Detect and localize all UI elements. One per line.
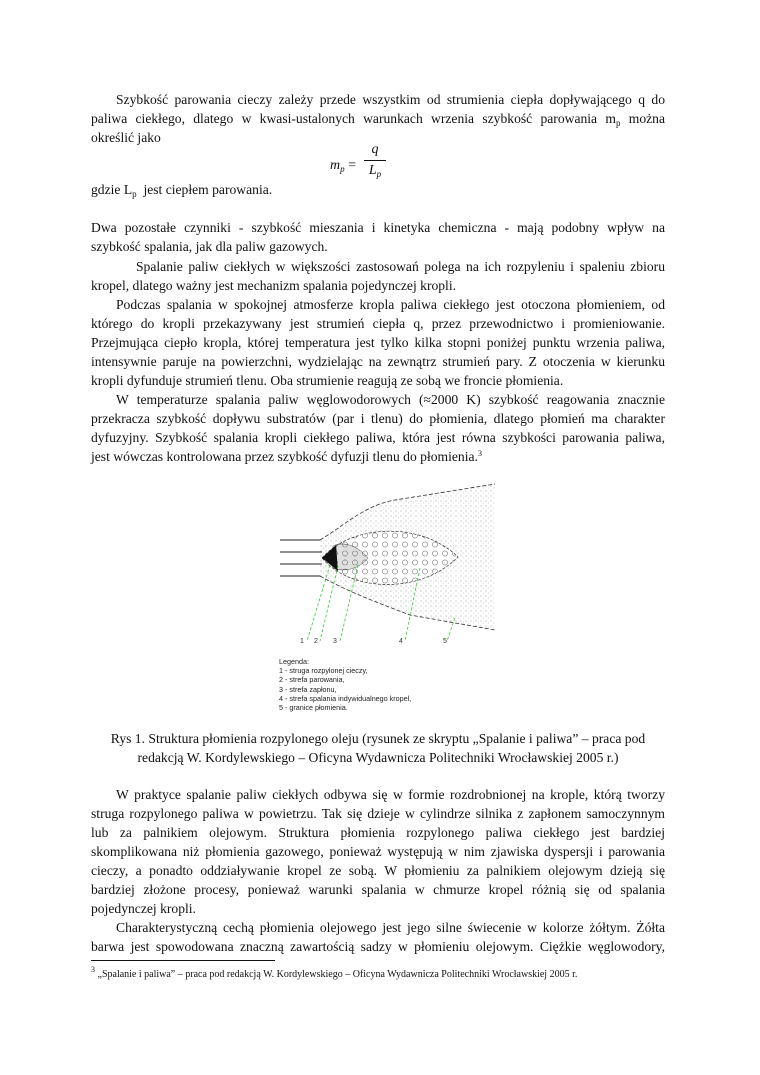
subscript: p [615, 118, 621, 128]
formula-denominator-sub: p [376, 169, 382, 179]
figure-label: 3 [333, 638, 337, 645]
formula-lhs-sub: p [340, 164, 345, 174]
text-line: lub za palnikiem olejowym. Struktura płomienia rozpylonego paliwa ciekłego jest bardziej [91, 825, 665, 840]
text-line: W temperaturze spalania paliw węglowodorowych (≈2000 K) szybkość reagowania znacznie [116, 392, 665, 407]
text-line: barwa jest spowodowana znaczną zawartością sadzy w płomieniu olejowym. Ciężkie węglowodory, [91, 939, 665, 954]
text-line: kropel, dlatego ważny jest mechanizm spalania pojedynczej kropli. [91, 278, 457, 293]
figure-caption: redakcją W. Kordylewskiego – Oficyna Wydawnicza Politechniki Wrocławskiej 2005 r.) [137, 750, 619, 765]
text-span: jest wówczas kontrolowana przez szybkość dyfuzji tlenu do płomienia. [91, 449, 478, 464]
text-line: dyfuzyjny. Szybkość spalania kropli ciekłego paliwa, która jest równa szybkości parowania paliwa, [91, 430, 665, 445]
formula-denominator: L [368, 163, 377, 178]
text-line: struga rozpylonego paliwa w powietrzu. Tak się dzieje w cylindrze silnika z zapłonem samoczynnym [91, 806, 665, 821]
text-line: Przejmująca ciepło kropla, której temperatura jest tylko kilka stopni poniżej punktu wrzenia paliwa, [91, 335, 665, 350]
text-span: jest ciepłem parowania. [136, 182, 273, 197]
text-span: paliwa ciekłego, dlatego w kwasi-ustalonych warunkach wrzenia szybkość parowania m [91, 111, 616, 126]
text-line [91, 447, 665, 466]
text-line: określić jako [91, 130, 161, 145]
legend-item: 4 - strefa spalania indywidualnego kropel, [279, 693, 412, 703]
footnote-number: 3 [91, 965, 95, 974]
flame-structure-diagram [270, 470, 510, 655]
figure-label: 5 [443, 638, 447, 645]
text-line: Spalanie paliw ciekłych w większości zastosowań polega na ich rozpyleniu i spaleniu zbioru [136, 259, 665, 274]
legend-item: 1 - struga rozpylonej cieczy, [279, 666, 368, 676]
footnote [91, 965, 578, 980]
legend-item: 5 - granice płomienia. [279, 703, 348, 713]
formula-numerator: q [371, 142, 379, 157]
text-line [91, 109, 665, 128]
figure-legend [279, 657, 411, 712]
text-line: przekracza szybkość dopływu substratów (par i tlenu) do płomienia, dlatego płomień ma charakter [91, 411, 665, 426]
figure-label: 1 [300, 638, 304, 645]
figure-caption: Rys 1. Struktura płomienia rozpylonego oleju (rysunek ze skryptu „Spalanie i paliwa” – praca pod [110, 731, 646, 746]
text-line: cieczy, a ponadto oddziaływanie kropel ze sobą. W płomieniu za palnikiem olejowym dzieją się [91, 863, 665, 878]
formula-equals: = [344, 158, 357, 173]
formula-lhs: m [330, 158, 341, 173]
footnote-text: „Spalanie i paliwa” – praca pod redakcją W. Kordylewskiego – Oficyna Wydawnicza Politechniki Wrocławskiej 2005 r. [95, 969, 578, 980]
text-line: Dwa pozostałe czynniki - szybkość mieszania i kinetyka chemiczna - mają podobny wpływ na [91, 220, 665, 235]
text-span: gdzie L [91, 182, 133, 197]
figure-label: 2 [314, 638, 318, 645]
figure-label: 4 [399, 638, 403, 645]
legend-item: 3 - strefa zapłonu, [279, 684, 337, 694]
text-line: skomplikowana niż płomienia gazowego, ponieważ występują w nim zjawiska dyspersji i parowania [91, 844, 665, 859]
text-line: pojedynczej kropli. [91, 901, 196, 916]
text-line: kropli dyfunduje strumień tlenu. Oba strumienie reagują ze sobą we froncie płomienia. [91, 373, 564, 388]
text-line: Szybkość parowania cieczy zależy przede wszystkim od strumienia ciepła dopływającego q do [116, 92, 665, 107]
text-line [91, 180, 665, 199]
text-line: bardziej złożone procesy, ponieważ warunki spalania w chmurze kropel różnią się od spalania [91, 882, 665, 897]
text-line: Charakterystyczną cechą płomienia olejowego jest jego silne świecenie w kolorze żółtym. Żółta [116, 920, 665, 935]
text-span: można [620, 111, 665, 126]
text-line: W praktyce spalanie paliw ciekłych odbywa się w formie rozdrobnionej na krople, którą tworzy [116, 787, 665, 802]
legend-title: Legenda: [279, 657, 309, 666]
text-line: szybkość spalania, jak dla paliw gazowych. [91, 239, 328, 254]
footnote-separator [91, 960, 275, 961]
subscript: p [132, 189, 137, 199]
nozzle-lines [280, 540, 322, 576]
footnote-ref[interactable]: 3 [477, 449, 482, 458]
legend-item: 2 - strefa parowania, [279, 675, 345, 685]
text-line: którego do kropli przekazywany jest strumień ciepła q, przez przewodnictwo i promieniowanie. [91, 316, 665, 331]
text-line: Podczas spalania w spokojnej atmosferze kropla paliwa ciekłego jest otoczona płomieniem, od [116, 297, 665, 312]
text-line: intensywnie paruje na powierzchni, wydzielając na zewnątrz strumień pary. Z otoczenia w kierunku [91, 354, 665, 369]
